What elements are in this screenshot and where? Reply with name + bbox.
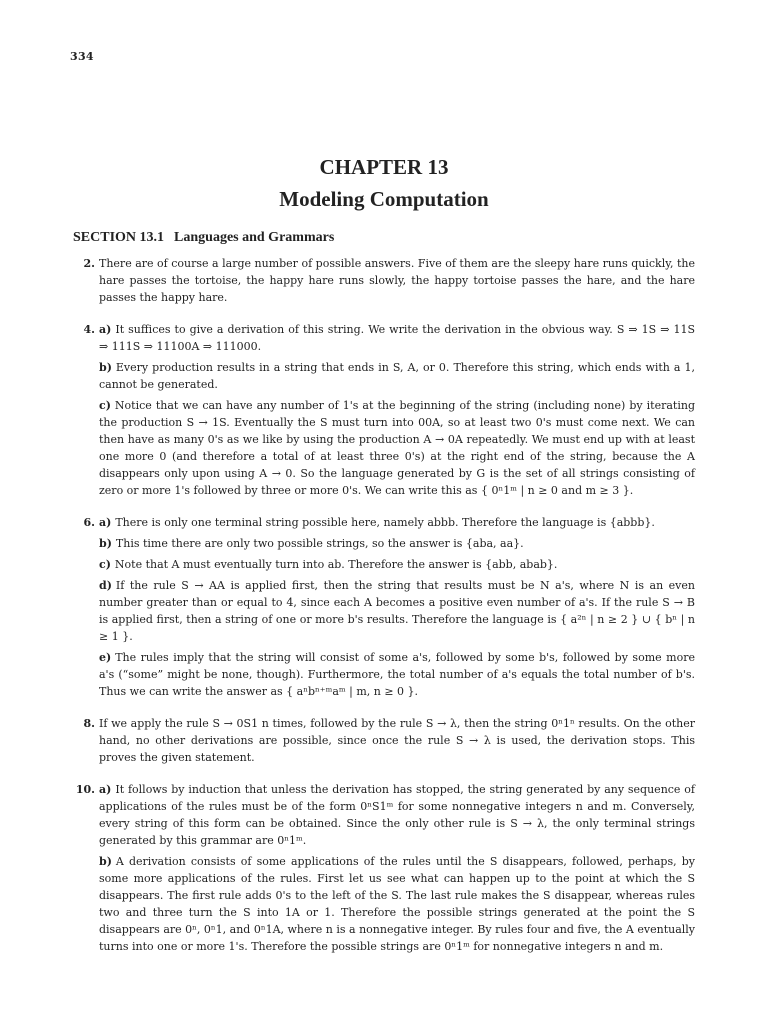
part-label: c) <box>99 558 111 571</box>
page-number: 334 <box>70 50 94 63</box>
exercise-part <box>99 255 695 306</box>
exercise-number: 10. <box>75 783 95 796</box>
exercise-part <box>99 853 695 955</box>
exercise-number: 2. <box>83 257 95 270</box>
section-number: SECTION 13.1 <box>73 230 165 245</box>
chapter-subtitle: Modeling Computation <box>279 187 489 211</box>
exercise-part <box>99 535 695 552</box>
part-text: Note that A must eventually turn into ab. Therefore the answer is {abb, abab}. <box>114 558 558 571</box>
part-text: There is only one terminal string possible here, namely abbb. Therefore the language is {abbb}. <box>115 516 655 529</box>
exercise-part <box>99 577 695 645</box>
part-text: This time there are only two possible strings, so the answer is {aba, aa}. <box>115 537 524 550</box>
part-text: If the rule S → AA is applied first, then the string that results must be N a's, where N is an even number greater than or equal to 4, since each A becomes a positive even number of a's. If the rule S → B is applied first, then a string of one or more b's results. Therefore the language is { a²ⁿ | n ≥ 2 } ∪ { bⁿ | n ≥ 1 }. <box>99 579 695 643</box>
exercise-list <box>73 255 695 970</box>
part-text: The rules imply that the string will consist of some a's, followed by some b's, followed by some more a's (“some” might be none, though). Furthermore, the total number of a's equals the total number of b's. Thus we can write the answer as { aⁿbⁿ⁺ᵐaᵐ | m, n ≥ 0 }. <box>99 651 695 698</box>
part-text: Notice that we can have any number of 1's at the beginning of the string (including none) by iterating the production S → 1S. Eventually the S must turn into 00A, so at least two 0's must come next. We can then have as many 0's as we like by using the production A → 0A repeatedly. We must end up with at least one more 0 (and therefore a total of at least three 0's) at the right end of the string, because the A disappears only upon using A → 0. So the language generated by G is the set of all strings consisting of zero or more 1's followed by three or more 0's. We can write this as { 0ⁿ1ᵐ | n ≥ 0 and m ≥ 3 }. <box>99 399 695 497</box>
exercise-part <box>99 514 695 531</box>
exercise-number: 4. <box>83 323 95 336</box>
part-label: b) <box>99 537 112 550</box>
part-text: A derivation consists of some applications of the rules until the S disappears, followed, perhaps, by some more applications of the rules. First let us see what can happen up to the point at which the S disappears. The first rule adds 0's to the left of the S. The last rule makes the S disappear, whereas rules two and three turn the S into 1A or 1. Therefore the possible strings generated at the point the S disappears are 0ⁿ, 0ⁿ1, and 0ⁿ1A, where n is a nonnegative integer. By rules four and five, the A eventually turns into one or more 1's. Therefore the possible strings are 0ⁿ1ᵐ for nonnegative integers n and m. <box>99 855 696 953</box>
exercise <box>73 321 695 499</box>
exercise-part <box>99 397 695 499</box>
part-label: e) <box>99 651 112 664</box>
exercise-part <box>99 321 695 355</box>
chapter-title: CHAPTER 13 <box>319 155 449 179</box>
exercise-number: 6. <box>83 516 95 529</box>
part-label: b) <box>99 855 112 868</box>
exercise-part <box>99 649 695 700</box>
section-heading <box>73 230 334 246</box>
exercise <box>73 514 695 700</box>
exercise-part <box>99 556 695 573</box>
exercise <box>73 255 695 306</box>
part-text: It suffices to give a derivation of this string. We write the derivation in the obvious way. S ⇒ 1S ⇒ 11S ⇒ 111S ⇒ 11100A ⇒ 111000. <box>99 323 695 353</box>
section-title: Languages and Grammars <box>174 230 335 245</box>
part-label: b) <box>99 361 112 374</box>
part-text: There are of course a large number of possible answers. Five of them are the sleepy hare runs quickly, the hare passes the tortoise, the happy hare runs slowly, the happy tortoise passes the hare, and the hare passes the happy hare. <box>99 257 695 304</box>
part-label: a) <box>99 783 112 796</box>
part-label: a) <box>99 323 112 336</box>
exercise-part <box>99 359 695 393</box>
part-text: Every production results in a string that ends in S, A, or 0. Therefore this string, which ends with a 1, cannot be generated. <box>99 361 695 391</box>
part-text: It follows by induction that unless the derivation has stopped, the string generated by any sequence of applications of the rules must be of the form 0ⁿS1ᵐ for some nonnegative integers n and m. Conversely, every string of this form can be obtained. Since the only other rule is S → λ, the only terminal strings generated by this grammar are 0ⁿ1ᵐ. <box>99 783 695 847</box>
part-label: a) <box>99 516 112 529</box>
part-label: d) <box>99 579 112 592</box>
exercise <box>73 781 695 955</box>
exercise-part <box>99 781 695 849</box>
part-text: If we apply the rule S → 0S1 n times, followed by the rule S → λ, then the string 0ⁿ1ⁿ results. On the other hand, no other derivations are possible, since once the rule S → λ is used, the derivation stops. This proves the given statement. <box>99 717 695 764</box>
exercise <box>73 715 695 766</box>
part-label: c) <box>99 399 111 412</box>
exercise-part <box>99 715 695 766</box>
exercise-number: 8. <box>83 717 95 730</box>
